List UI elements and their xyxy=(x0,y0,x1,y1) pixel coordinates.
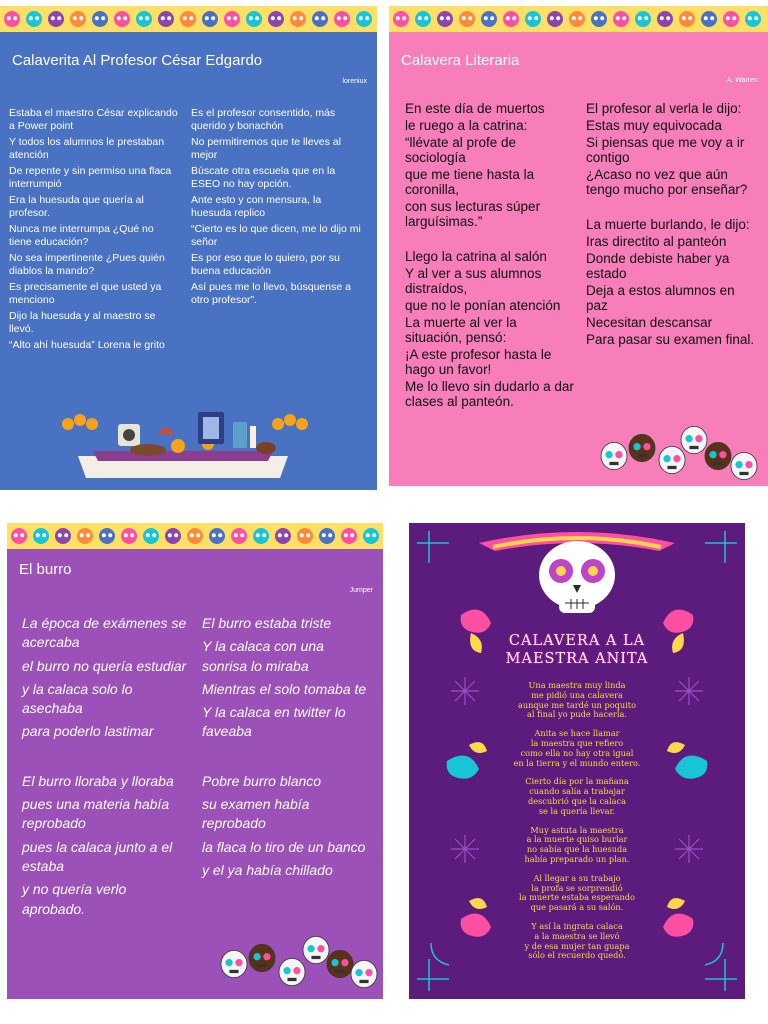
skull-icon xyxy=(55,528,71,544)
verse-line: ¿Acaso no vez que aún tengo mucho por enseñar? xyxy=(586,167,748,197)
stanza xyxy=(409,922,745,961)
skull-garland-banner xyxy=(0,6,377,32)
poem-column-right xyxy=(191,107,361,310)
verse-line: que pasará a su salón. xyxy=(530,902,624,913)
poem-column-left xyxy=(9,107,179,355)
skull-icon xyxy=(657,11,673,27)
verse-line: Nunca me interrumpa ¿Qué no tiene educación? xyxy=(9,223,154,248)
skull-icon xyxy=(11,528,27,544)
verse-line: Llego la catrina al salón xyxy=(405,249,547,264)
stanza xyxy=(409,874,745,913)
skull-icon xyxy=(356,11,372,27)
poem-title: Calavera Literaria xyxy=(401,52,520,69)
verse-line: su examen había reprobado xyxy=(202,796,310,832)
skull-icon xyxy=(459,11,475,27)
poem-column-right xyxy=(202,614,372,884)
verse-line: no sabía que la huesuda xyxy=(526,844,628,855)
skull-icon xyxy=(745,11,761,27)
verse-line: Donde debiste haber ya estado xyxy=(586,251,730,281)
skull-icon xyxy=(48,11,64,27)
verse-line: y el ya había chillado xyxy=(202,861,333,878)
sugar-skull-icon xyxy=(705,442,731,469)
skull-icon xyxy=(143,528,159,544)
verse-line: Y así la ingrata calaca xyxy=(531,920,623,931)
skull-icon xyxy=(180,11,196,27)
poem-card-el-burro xyxy=(7,523,383,999)
verse-line: La época de exámenes se acercaba xyxy=(22,615,187,651)
skull-icon xyxy=(92,11,108,27)
skull-icon xyxy=(334,11,350,27)
skull-icon xyxy=(437,11,453,27)
verse-line: para poderlo lastimar xyxy=(22,723,154,740)
sugar-skull-icon xyxy=(303,936,329,963)
verse-line: como ella no hay otra igual xyxy=(520,747,634,758)
verse-line: No sea impertinente ¿Pues quién diablos la mando? xyxy=(9,252,165,277)
poem-title: MAESTRA ANITA xyxy=(505,651,649,667)
skull-icon xyxy=(165,528,181,544)
ofrenda-altar-illustration xyxy=(58,406,308,486)
poem-author: Jumper xyxy=(349,587,373,594)
stanza xyxy=(409,777,745,816)
verse-line: en la tierra y el mundo entero. xyxy=(513,757,641,768)
verse-line: y la calaca solo lo asechaba xyxy=(22,680,133,717)
verse-line: Dijo la huesuda y al maestro se llevó. xyxy=(9,310,156,335)
verse-line: Anita se hace llamar xyxy=(534,728,620,739)
stanza xyxy=(409,681,745,720)
sugar-skull-icon xyxy=(279,958,305,985)
verse-line: Para pasar su examen final. xyxy=(586,332,755,347)
verse-line: aunque me tardé un poquito xyxy=(517,699,637,710)
verse-line: Deja a estos alumnos en paz xyxy=(586,283,735,313)
poem-title: CALAVERA A LA xyxy=(508,633,646,649)
stanza xyxy=(409,826,745,865)
verse-line: me pidió una calavera xyxy=(531,689,623,700)
verse-line: pues la calaca junto a el estaba xyxy=(22,838,173,874)
verse-line: pues una materia había reprobado xyxy=(22,796,170,832)
verse-line: Era la huesuda que quería al profesor. xyxy=(9,194,144,219)
verse-line: Una maestra muy linda xyxy=(528,680,626,690)
skull-garland-banner xyxy=(7,523,383,549)
verse-line: Estas muy equivocada xyxy=(586,118,722,133)
poem-card-maestra-anita xyxy=(409,523,745,999)
skull-icon xyxy=(253,528,269,544)
verse-line: que no le ponían atención xyxy=(405,298,561,313)
verse-line: al final yo pude hacerla. xyxy=(527,709,627,720)
poem-card-calaverita-cesar xyxy=(0,6,377,490)
sugar-skull-icon xyxy=(629,434,655,461)
verse-line: La muerte al ver la situación, pensó: xyxy=(405,315,517,345)
verse-line: “llévate al profe de sociología xyxy=(405,135,517,165)
verse-line: Así pues me lo llevo, búsquense a otro profesor”. xyxy=(191,281,351,306)
skull-icon xyxy=(363,528,379,544)
skull-icon xyxy=(136,11,152,27)
skull-icon xyxy=(77,528,93,544)
skull-garland-banner xyxy=(389,6,768,32)
verse-line: Mientras el solo tomaba te xyxy=(202,680,367,697)
skull-icon xyxy=(224,11,240,27)
skull-icon xyxy=(591,11,607,27)
verse-line: Cierto día por la mañana xyxy=(525,776,629,787)
verse-line: “Cierto es lo que dicen, me lo dijo mi señor xyxy=(191,223,361,248)
verse-line: Iras directito al panteón xyxy=(586,234,727,249)
verse-line: y no quería verlo aprobado. xyxy=(22,881,127,917)
poem-author: A. Warren xyxy=(726,77,758,84)
verse-line: Muy astuta la maestra xyxy=(530,824,624,835)
verse-line: Es por eso que lo quiero, por su buena educación xyxy=(191,252,340,277)
verse-line: el burro no quería estudiar xyxy=(22,657,187,674)
skull-icon xyxy=(297,528,313,544)
verse-line: En este día de muertos xyxy=(405,101,545,116)
stanza xyxy=(409,729,745,768)
sugar-skull-icon xyxy=(221,950,247,977)
skull-icon xyxy=(723,11,739,27)
skull-icon xyxy=(547,11,563,27)
verse-line: cuando salía a trabajar xyxy=(529,786,625,797)
verse-line: Me lo llevo sin dudarlo a dar clases al panteón. xyxy=(405,379,574,409)
verse-line: la flaca lo tiro de un banco xyxy=(202,838,366,855)
verse-line: Necesitan descansar xyxy=(586,315,713,330)
verse-line: Y la calaca en twitter lo faveaba xyxy=(202,704,346,740)
skull-icon xyxy=(202,11,218,27)
skull-icon xyxy=(341,528,357,544)
sugar-skull-icon xyxy=(731,452,757,479)
verse-line: Ante esto y con mensura, la huesuda replico xyxy=(191,194,322,219)
skull-icon xyxy=(275,528,291,544)
skull-icon xyxy=(312,11,328,27)
verse-line: Pobre burro blanco xyxy=(202,772,322,789)
poem-author: loreniux xyxy=(342,78,367,85)
skull-icon xyxy=(635,11,651,27)
verse-line: La muerte burlando, le dijo: xyxy=(586,217,750,232)
verse-line: con sus lecturas súper larguísimas.” xyxy=(405,199,541,229)
skull-icon xyxy=(187,528,203,544)
skull-icon xyxy=(209,528,225,544)
verse-line: ¡A este profesor hasta le hago un favor! xyxy=(405,347,552,377)
skull-icon xyxy=(121,528,137,544)
verse-line: El burro lloraba y lloraba xyxy=(22,772,174,789)
skull-icon xyxy=(33,528,49,544)
verse-line: “Alto ahí huesuda” Lorena le grito xyxy=(9,339,165,351)
sugar-skulls-illustration xyxy=(594,418,764,486)
verse-line: Al llegar a su trabajo xyxy=(533,872,621,883)
skull-icon xyxy=(525,11,541,27)
skull-icon xyxy=(481,11,497,27)
poem-title: Calaverita Al Profesor César Edgardo xyxy=(12,52,263,69)
verse-line: Si piensas que me voy a ir contigo xyxy=(586,135,745,165)
skull-icon xyxy=(99,528,115,544)
verse-line: a la muerte quiso burlar xyxy=(526,834,628,845)
skull-icon xyxy=(268,11,284,27)
verse-line: Estaba el maestro César explicando a Power point xyxy=(9,107,178,132)
verse-line: Y la calaca con una sonrisa lo miraba xyxy=(202,638,324,674)
skull-icon xyxy=(701,11,717,27)
verse-line: la maestra que refiero xyxy=(530,737,624,748)
verse-line: El profesor al verla le dijo: xyxy=(586,101,742,116)
skull-icon xyxy=(503,11,519,27)
skull-icon xyxy=(70,11,86,27)
verse-line: se la quería llevar. xyxy=(538,805,616,816)
verse-line: la muerte estaba esperando xyxy=(519,892,635,903)
sugar-skull-icon xyxy=(681,426,707,453)
skull-icon xyxy=(393,11,409,27)
verse-line: le ruego a la catrina: xyxy=(405,118,528,133)
verse-line: a la maestra se llevó xyxy=(534,930,620,941)
sugar-skulls-illustration xyxy=(212,928,382,996)
skull-icon xyxy=(4,11,20,27)
sugar-skull-icon xyxy=(327,950,353,977)
poem-body xyxy=(409,681,745,970)
skull-icon xyxy=(26,11,42,27)
skull-icon xyxy=(569,11,585,27)
verse-line: había preparado un plan. xyxy=(524,853,630,864)
verse-line: Y todos los alumnos le prestaban atención xyxy=(9,136,165,161)
skull-icon xyxy=(679,11,695,27)
skull-icon xyxy=(158,11,174,27)
skull-icon xyxy=(246,11,262,27)
skull-icon xyxy=(415,11,431,27)
verse-line: Es precisamente el que usted ya menciono xyxy=(9,281,162,306)
verse-line: El burro estaba triste xyxy=(202,615,332,631)
verse-line: sólo el recuerdo quedó. xyxy=(528,950,626,961)
verse-line: De repente y sin permiso una flaca interrumpió xyxy=(9,165,172,190)
sugar-skull-icon xyxy=(601,442,627,469)
verse-line: Es el profesor consentido, más querido y bonachón xyxy=(191,107,336,132)
poem-card-calavera-literaria xyxy=(389,6,768,486)
sugar-skull-icon xyxy=(659,446,685,473)
skull-icon xyxy=(231,528,247,544)
verse-line: Búscate otra escuela que en la ESEO no hay opción. xyxy=(191,165,336,190)
poem-column-left xyxy=(22,614,192,923)
skull-icon xyxy=(613,11,629,27)
verse-line: y de esa mujer tan guapa xyxy=(524,940,630,951)
skull-icon xyxy=(114,11,130,27)
verse-line: la profa se sorprendió xyxy=(531,882,623,893)
skull-icon xyxy=(319,528,335,544)
verse-line: No permitiremos que te lleves al mejor xyxy=(191,136,341,161)
poem-column-left xyxy=(405,101,575,411)
sugar-skull-icon xyxy=(351,960,377,987)
verse-line: que me tiene hasta la coronilla, xyxy=(405,167,535,197)
poem-title: El burro xyxy=(19,561,72,578)
verse-line: Y al ver a sus alumnos distraídos, xyxy=(405,266,542,296)
verse-line: descubrió que la calaca xyxy=(528,795,626,806)
sugar-skull-icon xyxy=(249,944,275,971)
poem-column-right xyxy=(586,101,756,349)
skull-icon xyxy=(290,11,306,27)
